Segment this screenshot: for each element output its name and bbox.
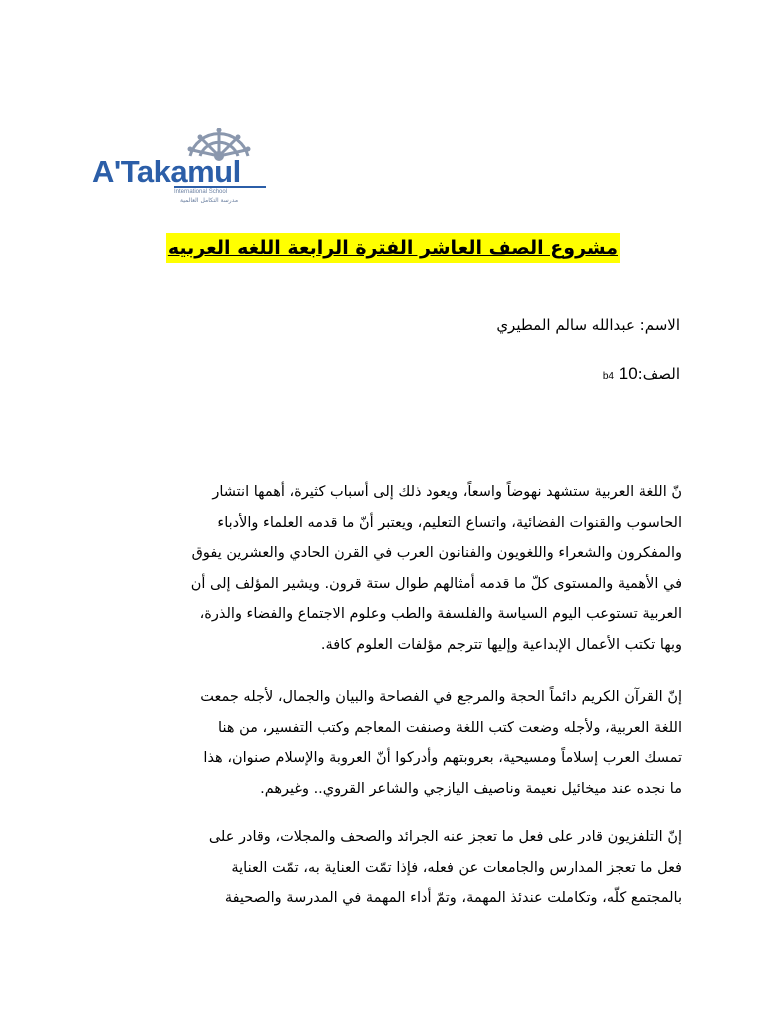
logo-subtitle-arabic: مدرسة التكامل العالمية — [180, 197, 239, 204]
paragraph-line: فعل ما تعجز المدارس والجامعات عن فعله، فإذا تمّت العناية به، تمّت العناية — [231, 859, 682, 876]
document-title: مشروع الصف العاشر الفترة الرابعة اللغه العربيه — [166, 233, 620, 263]
logo-subtitle: International School — [174, 189, 228, 195]
paragraph-line: ما نجده عند ميخائيل نعيمة وناصيف اليازجي والشاعر القروي.. وغيرهم. — [260, 780, 682, 797]
paragraph-1 — [98, 477, 682, 660]
paragraph-line: والمفكرون والشعراء واللغويون والفنانون العرب في القرن الحادي والعشرين يفوق — [191, 545, 682, 561]
paragraph-line: في الأهمية والمستوى كلّ ما قدمه أمثالهم طوال ستة قرون. ويشير المؤلف إلى أن — [190, 575, 682, 592]
class-marker: b4 — [602, 371, 614, 382]
paragraph-line: الحاسوب والقنوات الفضائية، واتساع التعليم، ويعتبر أنّ ما قدمه العلماء والأدباء — [217, 514, 682, 531]
paragraph-line: إنّ القرآن الكريم دائماً الحجة والمرجع في الفصاحة والبيان والجمال، لأجله جمعت — [200, 689, 682, 705]
paragraph-line: العربية تستوعب اليوم السياسة والفلسفة والطب وعلوم الاجتماع والفضاء والذرة، — [199, 606, 682, 622]
paragraph-line: إنّ التلفزيون قادر على فعل ما تعجز عنه الجرائد والصحف والمجلات، وقادر على — [208, 829, 682, 845]
paragraph-line: تمسك العرب إسلاماً ومسيحية، بعروبتهم وأدركوا أنّ العروبة والإسلام صنوان، هذا — [203, 750, 682, 766]
paragraph-3 — [98, 822, 682, 914]
paragraph-line: نّ اللغة العربية ستشهد نهوضاً واسعاً، ويعود ذلك إلى أسباب كثيرة، أهمها انتشار — [212, 484, 682, 500]
student-class-line — [603, 364, 680, 384]
class-value: 10 — [618, 364, 638, 383]
paragraph-line: بالمجتمع كلّه، وتكاملت عندئذ المهمة، وتمّ أداء المهمة في المدرسة والصحيفة — [224, 890, 682, 906]
paragraph-line: اللغة العربية، ولأجله وضعت كتب اللغة وصنفت المعاجم وكتب التفسير، من هنا — [218, 719, 682, 736]
paragraph-line: وبها تكتب الأعمال الإبداعية وإليها تترجم مؤلفات العلوم كافة. — [320, 636, 682, 653]
student-name-line: الاسم: عبدالله سالم المطيري — [496, 316, 680, 334]
paragraph-2 — [98, 682, 682, 804]
logo-brand-text: A'Takamul — [92, 154, 241, 189]
class-label: الصف: — [637, 365, 680, 383]
school-logo — [92, 128, 270, 212]
